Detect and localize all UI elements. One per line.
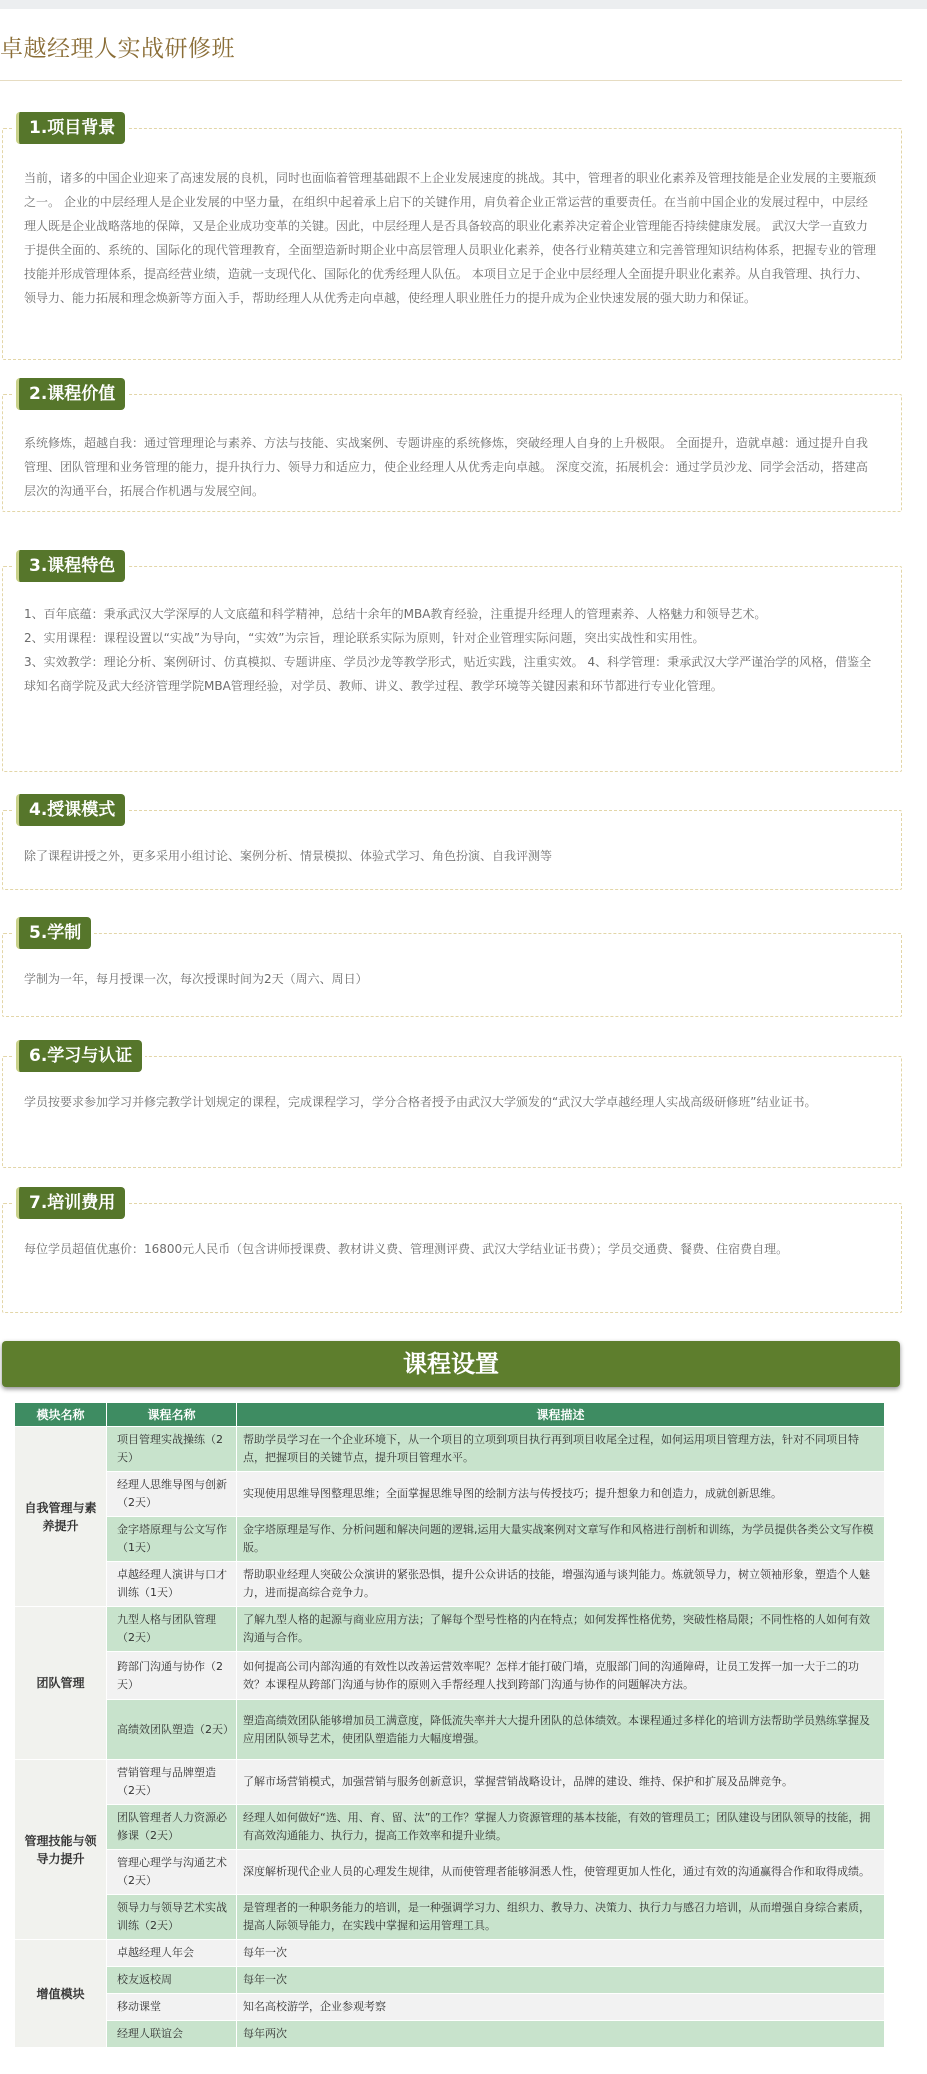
table-row — [15, 1850, 885, 1895]
section-duration — [0, 917, 902, 1017]
table-row — [15, 1517, 885, 1562]
section-text: 当前，诸多的中国企业迎来了高速发展的良机，同时也面临着管理基础跟不上企业发展速度的挑战。其中，管理者的职业化素养及管理技能是企业发展的主要瓶颈之一。 企业的中层经理人是企业发展的中坚力量，在组织中起着承上启下的关键作用，肩负着企业正常运营的重要责任。在当前中国企业的发展过程中，中层经理人既是企业战略落地的保障，又是企业成功变革的关键。因此，中层经理人是否具备较高的职业化素养决定着企业管理能否持续健康发展。 武汉大学一直致力于提供全面的、系统的、国际化的现代管理教育，全面塑造新时期企业中高层管理人员职业化素养，使各行业精英建立和完善管理知识结构体系，把握专业的管理技能并形成管理体系，提高经营业绩，造就一支现代化、国际化的优秀经理人队伍。 本项目立足于企业中层经理人全面提升职业化素养。从自我管理、执行力、领导力、能力拓展和理念焕新等方面入手，帮助经理人从优秀走向卓越，使经理人职业胜任力的提升成为企业快速发展的强大助力和保证。 — [24, 171, 877, 305]
section-label: 6.学习与认证 — [16, 1040, 142, 1072]
course-description: 塑造高绩效团队能够增加员工满意度，降低流失率并大大提升团队的总体绩效。本课程通过多样化的培训方法帮助学员熟练掌握及应用团队领导艺术，使团队塑造能力大幅度增强。 — [237, 1700, 885, 1760]
course-description: 如何提高公司内部沟通的有效性以改善运营效率呢？怎样才能打破门墙，克服部门间的沟通障碍，让员工发挥一加一大于二的功效？本课程从跨部门沟通与协作的原则入手帮经理人找到跨部门沟通与协作的问题解决方法。 — [237, 1652, 885, 1700]
module-name: 管理技能与领导力提升 — [15, 1760, 107, 1940]
section-text: 1、百年底蕴：秉承武汉大学深厚的人文底蕴和科学精神，总结十余年的MBA教育经验，注重提升经理人的管理素养、人格魅力和领导艺术。 2、实用课程：课程设置以“实战”为导向，“实效”为宗旨，理论联系实际为原则，针对企业管理实际问题，突出实战性和实用性。 3、实效教学：理论分析、案例研讨、仿真模拟、专题讲座、学员沙龙等教学形式，贴近实践，注重实效。 4、科学管理：秉承武汉大学严谨治学的风格，借鉴全球知名商学院及武大经济管理学院MBA管理经验，对学员、教师、讲义、教学过程、教学环境等关键因素和环节都进行专业化管理。 — [24, 607, 872, 693]
course-description: 知名高校游学，企业参观考察 — [237, 1994, 885, 2021]
module-name: 团队管理 — [15, 1607, 107, 1760]
course-description: 帮助学员学习在一个企业环境下，从一个项目的立项到项目执行再到项目收尾全过程，如何运用项目管理方法，针对不同项目特点，把握项目的关键节点，提升项目管理水平。 — [237, 1427, 885, 1472]
table-row — [15, 1652, 885, 1700]
course-description: 了解九型人格的起源与商业应用方法；了解每个型号性格的内在特点；如何发挥性格优势，突破性格局限；不同性格的人如何有效沟通与合作。 — [237, 1607, 885, 1652]
section-text: 学员按要求参加学习并修完教学计划规定的课程，完成课程学习，学分合格者授予由武汉大学颁发的“武汉大学卓越经理人实战高级研修班”结业证书。 — [24, 1095, 817, 1109]
course-name: 团队管理者人力资源必修课（2天） — [107, 1805, 237, 1850]
table-row — [15, 1562, 885, 1607]
section-fees — [0, 1187, 902, 1313]
top-bar — [0, 0, 927, 9]
column-header-description: 课程描述 — [237, 1403, 885, 1427]
table-row — [15, 1472, 885, 1517]
course-description: 实现使用思维导图整理思维；全面掌握思维导图的绘制方法与传授技巧；提升想象力和创造力，成就创新思维。 — [237, 1472, 885, 1517]
section-text: 除了课程讲授之外，更多采用小组讨论、案例分析、情景模拟、体验式学习、角色扮演、自我评测等 — [24, 849, 553, 863]
section-value — [0, 378, 902, 512]
title-divider — [0, 80, 902, 81]
course-description: 经理人如何做好“选、用、育、留、汰”的工作？掌握人力资源管理的基本技能，有效的管理员工；团队建设与团队领导的技能，拥有高效沟通能力、执行力，提高工作效率和提升业绩。 — [237, 1805, 885, 1850]
section-label: 7.培训费用 — [16, 1187, 125, 1219]
page-title: 卓越经理人实战研修班 — [0, 36, 235, 62]
course-description: 帮助职业经理人突破公众演讲的紧张恐惧，提升公众讲话的技能，增强沟通与谈判能力。炼就领导力，树立领袖形象，塑造个人魅力，进而提高综合竞争力。 — [237, 1562, 885, 1607]
section-background — [0, 112, 902, 360]
course-name: 卓越经理人演讲与口才训练（1天） — [107, 1562, 237, 1607]
section-text: 系统修炼，超越自我：通过管理理论与素养、方法与技能、实战案例、专题讲座的系统修炼，突破经理人自身的上升极限。 全面提升，造就卓越：通过提升自我管理、团队管理和业务管理的能力，提升执行力、领导力和适应力，使企业经理人从优秀走向卓越。 深度交流，拓展机会：通过学员沙龙、同学会活动，搭建高层次的沟通平台，拓展合作机遇与发展空间。 — [24, 436, 868, 498]
course-description: 深度解析现代企业人员的心理发生规律，从而使管理者能够洞悉人性，使管理更加人性化，通过有效的沟通赢得合作和取得成绩。 — [237, 1850, 885, 1895]
course-name: 项目管理实战操练（2天） — [107, 1427, 237, 1472]
course-description: 是管理者的一种职务能力的培训，是一种强调学习力、组织力、教导力、决策力、执行力与感召力培训，从而增强自身综合素质，提高人际领导能力，在实践中掌握和运用管理工具。 — [237, 1895, 885, 1940]
course-description: 每年一次 — [237, 1967, 885, 1994]
section-label: 3.课程特色 — [16, 550, 125, 582]
table-row — [15, 1895, 885, 1940]
table-row — [15, 1760, 885, 1805]
section-text: 学制为一年，每月授课一次，每次授课时间为2天（周六、周日） — [24, 972, 368, 986]
course-name: 高绩效团队塑造（2天） — [107, 1700, 237, 1760]
section-teaching-mode — [0, 794, 902, 890]
section-features — [0, 550, 902, 772]
table-row — [15, 1994, 885, 2021]
section-label: 5.学制 — [16, 917, 91, 949]
course-name: 九型人格与团队管理（2天） — [107, 1607, 237, 1652]
column-header-module: 模块名称 — [15, 1403, 107, 1427]
course-name: 经理人思维导图与创新（2天） — [107, 1472, 237, 1517]
module-name: 增值模块 — [15, 1940, 107, 2048]
table-row — [15, 1607, 885, 1652]
course-name: 校友返校周 — [107, 1967, 237, 1994]
section-text: 每位学员超值优惠价：16800元人民币（包含讲师授课费、教材讲义费、管理测评费、武汉大学结业证书费）；学员交通费、餐费、住宿费自理。 — [24, 1242, 789, 1256]
course-name: 跨部门沟通与协作（2天） — [107, 1652, 237, 1700]
table-row — [15, 1805, 885, 1850]
section-label: 4.授课模式 — [16, 794, 125, 826]
course-description: 金字塔原理是写作、分析问题和解决问题的逻辑,运用大量实战案例对文章写作和风格进行剖析和训练，为学员提供各类公文写作模版。 — [237, 1517, 885, 1562]
course-name: 卓越经理人年会 — [107, 1940, 237, 1967]
table-header-row — [15, 1403, 885, 1427]
course-name: 管理心理学与沟通艺术（2天） — [107, 1850, 237, 1895]
table-row — [15, 1427, 885, 1472]
course-settings-banner: 课程设置 — [2, 1341, 900, 1387]
table-row — [15, 1700, 885, 1760]
course-description: 每年一次 — [237, 1940, 885, 1967]
course-name: 营销管理与品牌塑造（2天） — [107, 1760, 237, 1805]
section-certification — [0, 1040, 902, 1168]
table-row — [15, 2021, 885, 2048]
course-name: 领导力与领导艺术实战训练（2天） — [107, 1895, 237, 1940]
table-row — [15, 1967, 885, 1994]
course-name: 金字塔原理与公文写作（1天） — [107, 1517, 237, 1562]
module-name: 自我管理与素养提升 — [15, 1427, 107, 1607]
course-description: 了解市场营销模式，加强营销与服务创新意识，掌握营销战略设计，品牌的建设、维持、保护和扩展及品牌竞争。 — [237, 1760, 885, 1805]
section-label: 1.项目背景 — [16, 112, 125, 144]
table-row — [15, 1940, 885, 1967]
course-name: 移动课堂 — [107, 1994, 237, 2021]
course-table — [14, 1402, 885, 2048]
section-label: 2.课程价值 — [16, 378, 125, 410]
column-header-course: 课程名称 — [107, 1403, 237, 1427]
course-name: 经理人联谊会 — [107, 2021, 237, 2048]
course-description: 每年两次 — [237, 2021, 885, 2048]
